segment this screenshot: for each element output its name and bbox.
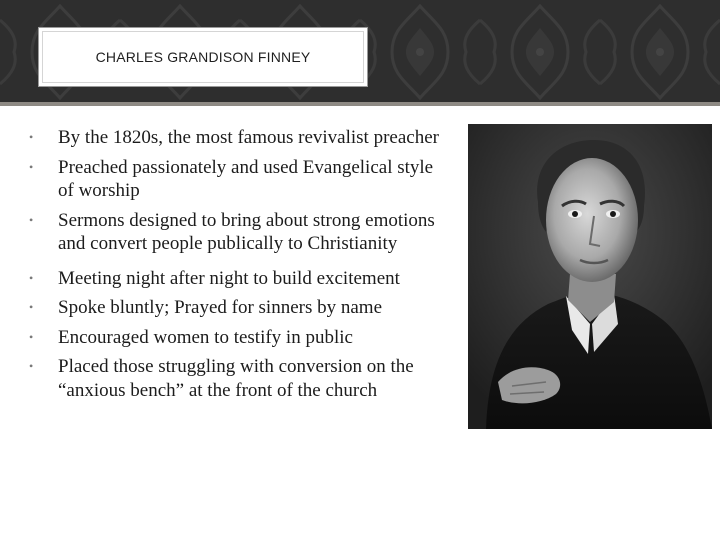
bullet-item <box>28 209 448 256</box>
header-divider <box>0 102 720 106</box>
bullet-icon: • <box>29 359 34 373</box>
bullet-list <box>28 126 448 408</box>
bullet-item <box>28 355 448 402</box>
bullet-icon: • <box>29 329 34 344</box>
bullet-text: Sermons designed to bring about strong emotions and convert people publically to Christianity <box>58 209 435 254</box>
bullet-text: Encouraged women to testify in public <box>58 326 353 348</box>
slide-title: CHARLES GRANDISON FINNEY <box>95 49 311 65</box>
bullet-item <box>28 126 448 150</box>
bullet-item <box>28 296 448 320</box>
bullet-icon: • <box>29 300 34 314</box>
bullet-icon: • <box>29 130 34 144</box>
bullet-text: Preached passionately and used Evangelical style of worship <box>58 156 434 201</box>
bullet-icon: • <box>29 212 34 227</box>
slide-header <box>0 0 720 104</box>
portrait-photo <box>468 124 712 429</box>
title-box <box>38 27 368 87</box>
bullet-icon: • <box>29 159 34 174</box>
bullet-text: Spoke bluntly; Prayed for sinners by name <box>58 297 383 318</box>
bullet-item <box>28 156 448 203</box>
bullet-icon: • <box>29 270 34 285</box>
bullet-item <box>28 326 448 350</box>
portrait-illustration <box>468 124 712 429</box>
bullet-text: By the 1820s, the most famous revivalist preacher <box>58 127 439 148</box>
bullet-item <box>28 267 448 291</box>
bullet-text: Meeting night after night to build excitement <box>58 267 400 289</box>
bullet-text: Placed those struggling with conversion on the “anxious bench” at the front of the church <box>58 356 414 401</box>
